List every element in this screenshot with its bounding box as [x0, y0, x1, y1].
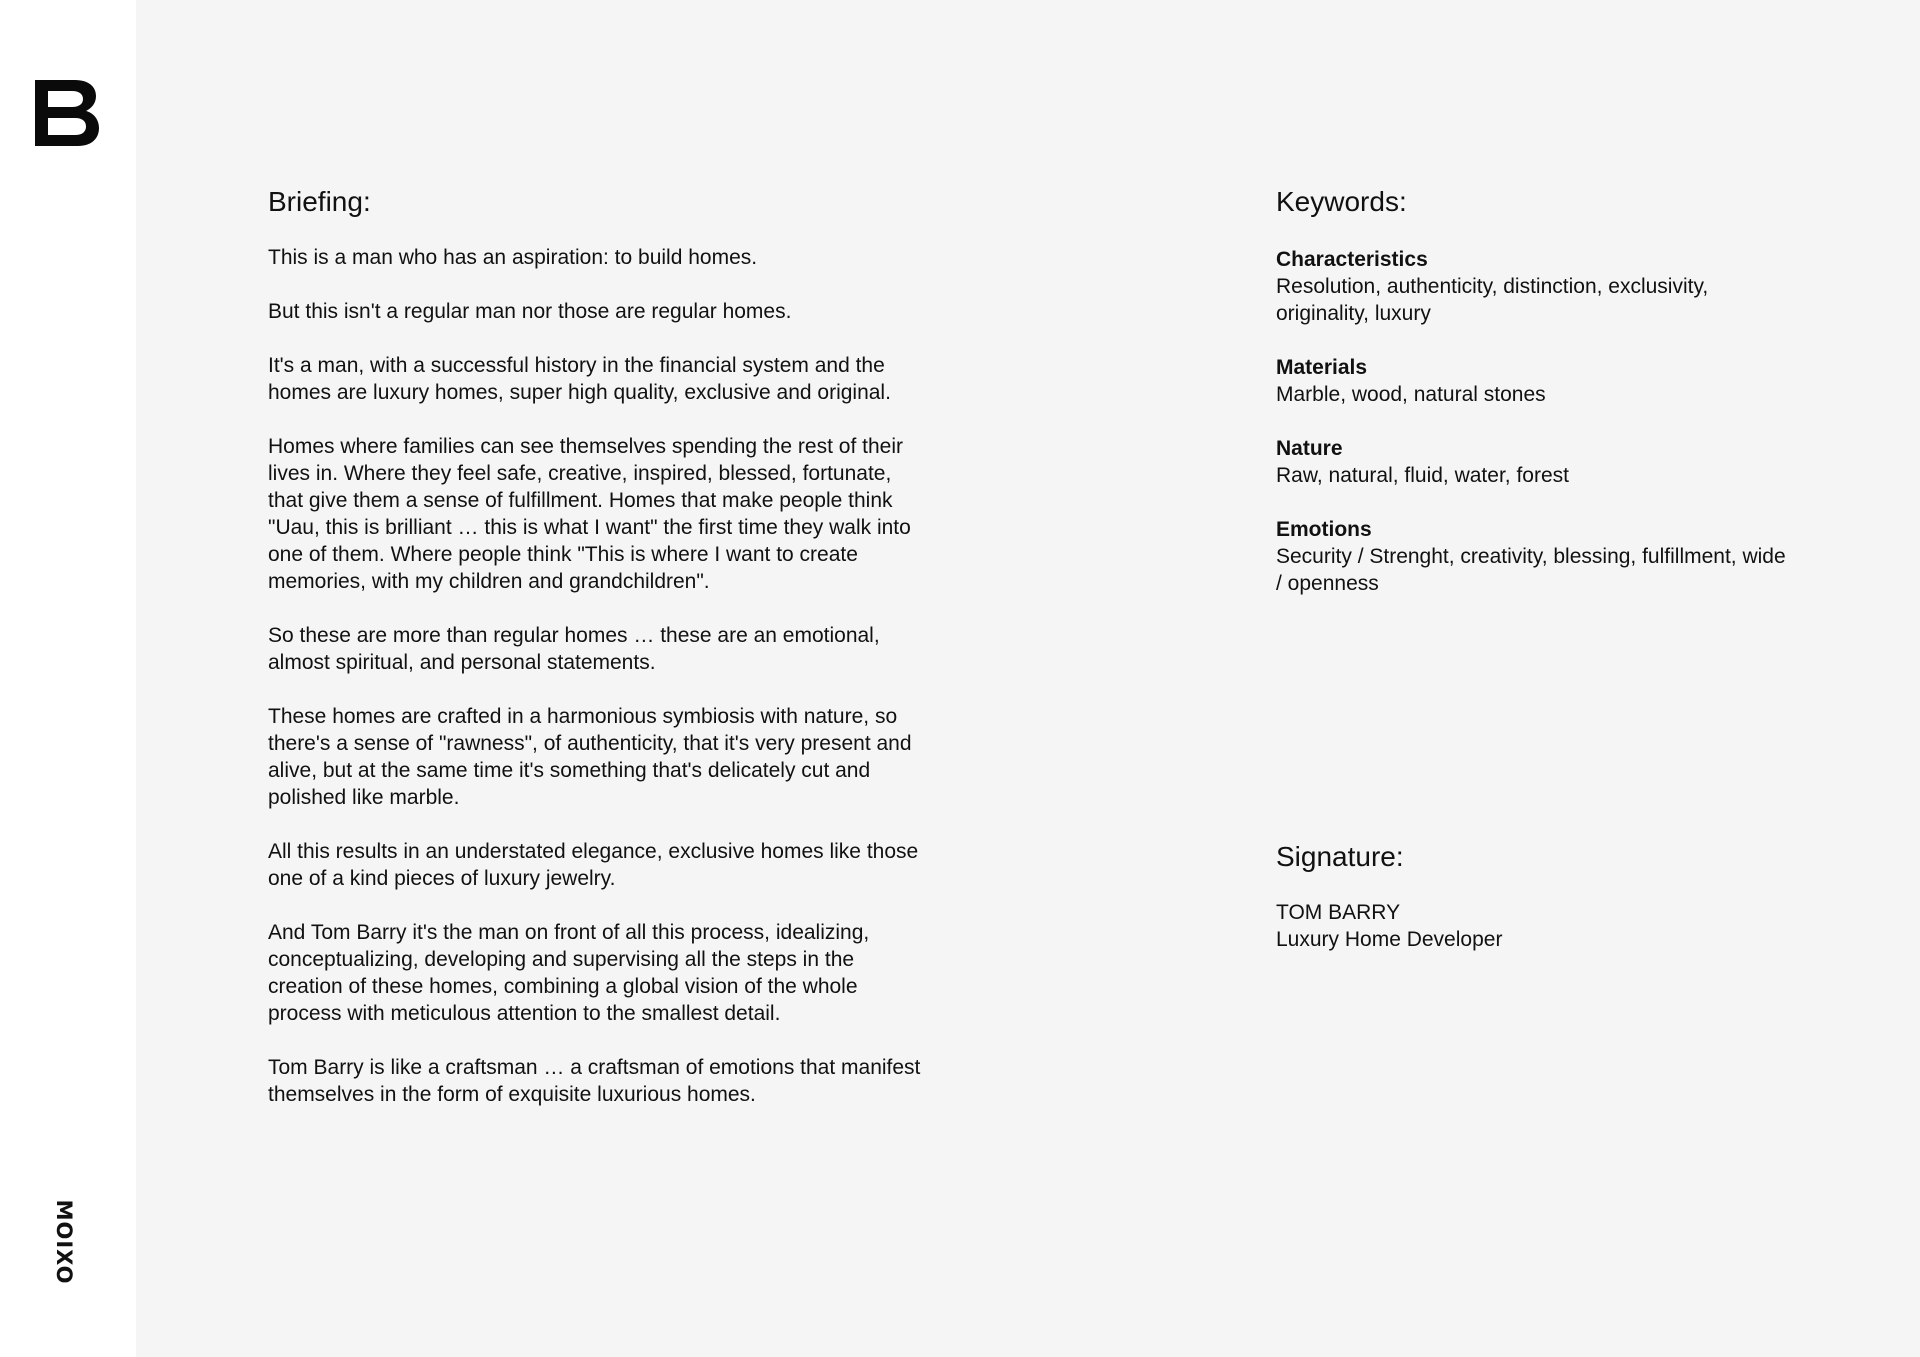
- briefing-paragraph: So these are more than regular homes … these are an emotional, almost spiritual, and personal statements.: [268, 624, 880, 674]
- briefing-body: [268, 244, 928, 1108]
- briefing-paragraph: But this isn't a regular man nor those are regular homes.: [268, 300, 792, 323]
- briefing-paragraph: These homes are crafted in a harmonious symbiosis with nature, so there's a sense of "rawness", of authenticity, that it's very present and alive, but at the same time it's something that's delicately cut and polished like marble.: [268, 705, 912, 809]
- briefing-heading: Briefing:: [268, 186, 371, 217]
- briefing-paragraph: All this results in an understated elegance, exclusive homes like those one of a kind pieces of luxury jewelry.: [268, 840, 919, 890]
- keyword-group-nature: [1276, 435, 1796, 489]
- keyword-group-title: Characteristics: [1276, 248, 1428, 271]
- keyword-group-desc: Security / Strenght, creativity, blessing, fulfillment, wide / openness: [1276, 545, 1786, 595]
- keywords-list: [1276, 246, 1796, 597]
- keyword-group-desc: Resolution, authenticity, distinction, exclusivity, originality, luxury: [1276, 275, 1709, 325]
- keywords-section: [1276, 180, 1796, 624]
- keyword-group-title: Materials: [1276, 356, 1368, 379]
- signature-name: TOM BARRY: [1276, 901, 1401, 924]
- keyword-group-desc: Raw, natural, fluid, water, forest: [1276, 464, 1569, 487]
- signature-section: [1276, 835, 1796, 953]
- sidebar: [0, 0, 136, 1357]
- keyword-group-emotions: [1276, 516, 1796, 597]
- keyword-group-characteristics: [1276, 246, 1796, 327]
- keyword-group-desc: Marble, wood, natural stones: [1276, 383, 1546, 406]
- briefing-section: [268, 180, 928, 1135]
- briefing-paragraph: Homes where families can see themselves spending the rest of their lives in. Where they feel safe, creative, inspired, blessed, fortunate, that give them a sense of fulfillment. Homes that make people think "Uau, this is brilliant … this is what I want" the first time they walk into one of them. Where people think "This is where I want to create memories, with my children and grandchildren".: [268, 435, 911, 593]
- briefing-paragraph: This is a man who has an aspiration: to build homes.: [268, 246, 758, 269]
- letter-b-logo-icon: [35, 80, 99, 146]
- keyword-group-title: Emotions: [1276, 518, 1372, 541]
- keywords-heading: Keywords:: [1276, 186, 1407, 217]
- brand-wordmark: MOIXO: [52, 1199, 76, 1285]
- briefing-paragraph: Tom Barry is like a craftsman … a craftsman of emotions that manifest themselves in the form of exquisite luxurious homes.: [268, 1056, 921, 1106]
- briefing-paragraph: And Tom Barry it's the man on front of all this process, idealizing, conceptualizing, developing and supervising all the steps in the creation of these homes, combining a global vision of the whole process with meticulous attention to the smallest detail.: [268, 921, 870, 1025]
- signature-lines: [1276, 899, 1796, 953]
- briefing-paragraph: It's a man, with a successful history in the financial system and the homes are luxury homes, super high quality, exclusive and original.: [268, 354, 891, 404]
- signature-heading: Signature:: [1276, 841, 1404, 872]
- keyword-group-title: Nature: [1276, 437, 1343, 460]
- signature-title: Luxury Home Developer: [1276, 928, 1503, 951]
- keyword-group-materials: [1276, 354, 1796, 408]
